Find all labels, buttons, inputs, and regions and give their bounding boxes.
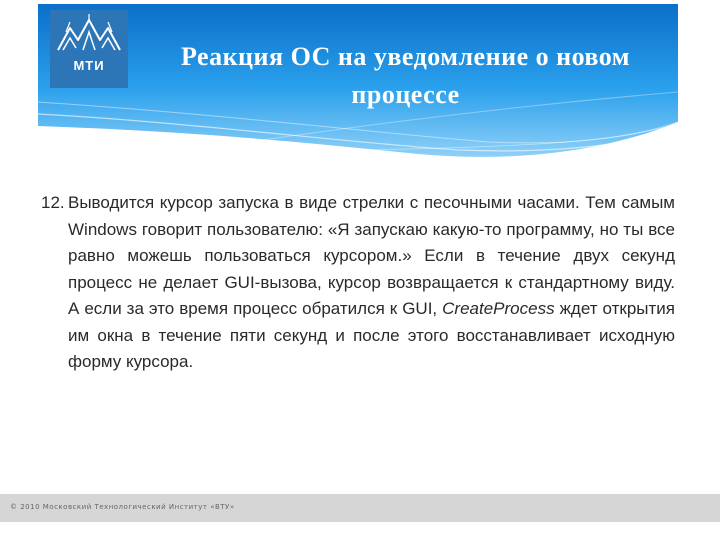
slide-header [38, 4, 678, 164]
mountains-icon [50, 10, 128, 58]
logo-text: МТИ [73, 58, 105, 73]
text-part-1: Выводится курсор запуска в виде стрелки с песочными часами. Тем самым Windows говорит пользователю: «Я запускаю какую-то программу, но ты все равно можешь пользоваться курсором.» Если в течение двух секунд процесс не делает GUI-вызова, курсор возвращается к стандартному виду. А если за это время процесс обратился к GUI, [68, 193, 675, 318]
item-number: 12. [41, 193, 65, 212]
slide-footer [0, 494, 720, 522]
text-part-2: ждет открытия им окна в течение пяти секунд и после этого восстанавливает исходную форму курсора. [68, 299, 675, 371]
slide [38, 4, 678, 494]
institute-logo [50, 10, 128, 88]
createprocess-emphasis: CreateProcess [442, 299, 555, 318]
body-paragraph [41, 190, 675, 376]
title-line-2: процессе [351, 80, 460, 109]
footer-copyright: © 2010 Московский Технологический Институт «ВТУ» [10, 503, 235, 511]
title-line-1: Реакция ОС на уведомление о новом [180, 42, 631, 71]
item-text [68, 190, 675, 376]
slide-title [133, 38, 678, 114]
